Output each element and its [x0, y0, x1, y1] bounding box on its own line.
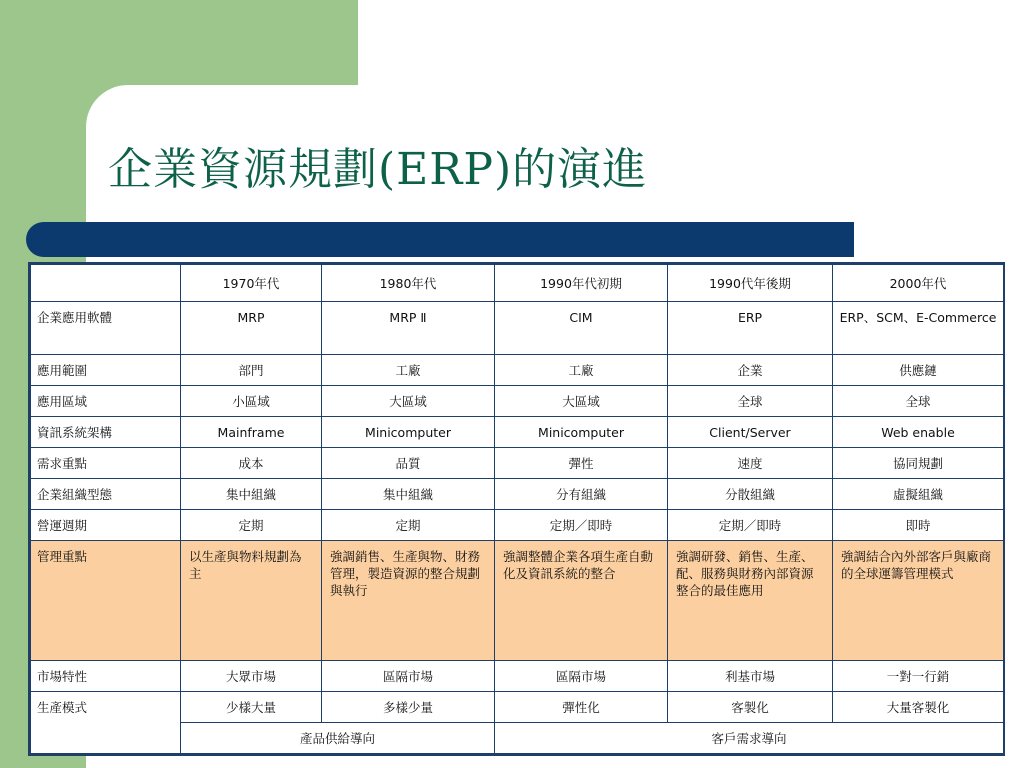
row-header: 企業組織型態 [31, 479, 181, 510]
table-cell: 成本 [181, 448, 322, 479]
table-cell: 集中組織 [322, 479, 495, 510]
table-cell: 虛擬組織 [833, 479, 1004, 510]
table-cell: 少樣大量 [181, 692, 322, 723]
table-cell: 強調銷售、生產與物、財務管理，製造資源的整合規劃與執行 [322, 541, 495, 661]
table-cell: 大區域 [495, 386, 668, 417]
table-cell: MRP Ⅱ [322, 302, 495, 355]
table-row [31, 661, 1004, 692]
table-cell: 集中組織 [181, 479, 322, 510]
table-cell: 以生產與物料規劃為主 [181, 541, 322, 661]
table-cell: Minicomputer [322, 417, 495, 448]
table-cell: ERP、SCM、E-Commerce [833, 302, 1004, 355]
table-cell: ERP [668, 302, 833, 355]
table-cell: 大眾市場 [181, 661, 322, 692]
table-cell: 利基市場 [668, 661, 833, 692]
table-cell: 速度 [668, 448, 833, 479]
table-cell: 全球 [833, 386, 1004, 417]
row-header: 企業應用軟體 [31, 302, 181, 355]
corner-cell [31, 265, 181, 302]
table-cell: 多樣少量 [322, 692, 495, 723]
table-row [31, 479, 1004, 510]
table-row [31, 417, 1004, 448]
table-cell: 企業 [668, 355, 833, 386]
table-row [31, 355, 1004, 386]
table-cell: 協同規劃 [833, 448, 1004, 479]
table-cell: 一對一行銷 [833, 661, 1004, 692]
table-cell: Minicomputer [495, 417, 668, 448]
table-cell: 分有組織 [495, 479, 668, 510]
table-cell: 彈性化 [495, 692, 668, 723]
table-cell: 強調研發、銷售、生產、配、服務與財務內部資源整合的最佳應用 [668, 541, 833, 661]
table-cell: 全球 [668, 386, 833, 417]
table-cell: 彈性 [495, 448, 668, 479]
table-header-row [31, 265, 1004, 302]
slide-title: 企業資源規劃(ERP)的演進 [108, 144, 648, 195]
row-header: 營運週期 [31, 510, 181, 541]
table-cell: CIM [495, 302, 668, 355]
orientation-cell-demand: 客戶需求導向 [495, 723, 1004, 754]
table-cell: Web enable [833, 417, 1004, 448]
table-cell: 強調整體企業各項生產自動化及資訊系統的整合 [495, 541, 668, 661]
column-header: 1990代年後期 [668, 265, 833, 302]
row-header: 需求重點 [31, 448, 181, 479]
row-header: 應用區域 [31, 386, 181, 417]
table-row [31, 692, 1004, 723]
table-cell: 大量客製化 [833, 692, 1004, 723]
row-header: 管理重點 [31, 541, 181, 661]
table-cell: 區隔市場 [495, 661, 668, 692]
table-cell: 分散組織 [668, 479, 833, 510]
table-cell: 定期／即時 [495, 510, 668, 541]
table-row [31, 510, 1004, 541]
table-cell: 區隔市場 [322, 661, 495, 692]
row-header: 市場特性 [31, 661, 181, 692]
row-header: 應用範圍 [31, 355, 181, 386]
title-underline-bar [26, 222, 854, 257]
table-cell: Client/Server [668, 417, 833, 448]
table-cell: 工廠 [322, 355, 495, 386]
column-header: 2000年代 [833, 265, 1004, 302]
table-cell: 小區域 [181, 386, 322, 417]
table-cell: 強調結合內外部客戶與廠商的全球運籌管理模式 [833, 541, 1004, 661]
orientation-cell-supply: 產品供給導向 [181, 723, 495, 754]
table-cell: 品質 [322, 448, 495, 479]
row-header: 資訊系統架構 [31, 417, 181, 448]
table-row-highlighted [31, 541, 1004, 661]
table-row [31, 386, 1004, 417]
table-cell: Mainframe [181, 417, 322, 448]
column-header: 1980年代 [322, 265, 495, 302]
table-cell: 定期 [181, 510, 322, 541]
table-cell: 客製化 [668, 692, 833, 723]
row-header: 生產模式 [31, 692, 181, 754]
table-row [31, 448, 1004, 479]
column-header: 1970年代 [181, 265, 322, 302]
table-cell: 大區域 [322, 386, 495, 417]
erp-evolution-table [28, 262, 1005, 756]
table-cell: 定期／即時 [668, 510, 833, 541]
table-cell: 即時 [833, 510, 1004, 541]
table-cell: 工廠 [495, 355, 668, 386]
column-header: 1990年代初期 [495, 265, 668, 302]
table-cell: MRP [181, 302, 322, 355]
table-row [31, 302, 1004, 355]
table-cell: 部門 [181, 355, 322, 386]
table-cell: 定期 [322, 510, 495, 541]
table-cell: 供應鏈 [833, 355, 1004, 386]
